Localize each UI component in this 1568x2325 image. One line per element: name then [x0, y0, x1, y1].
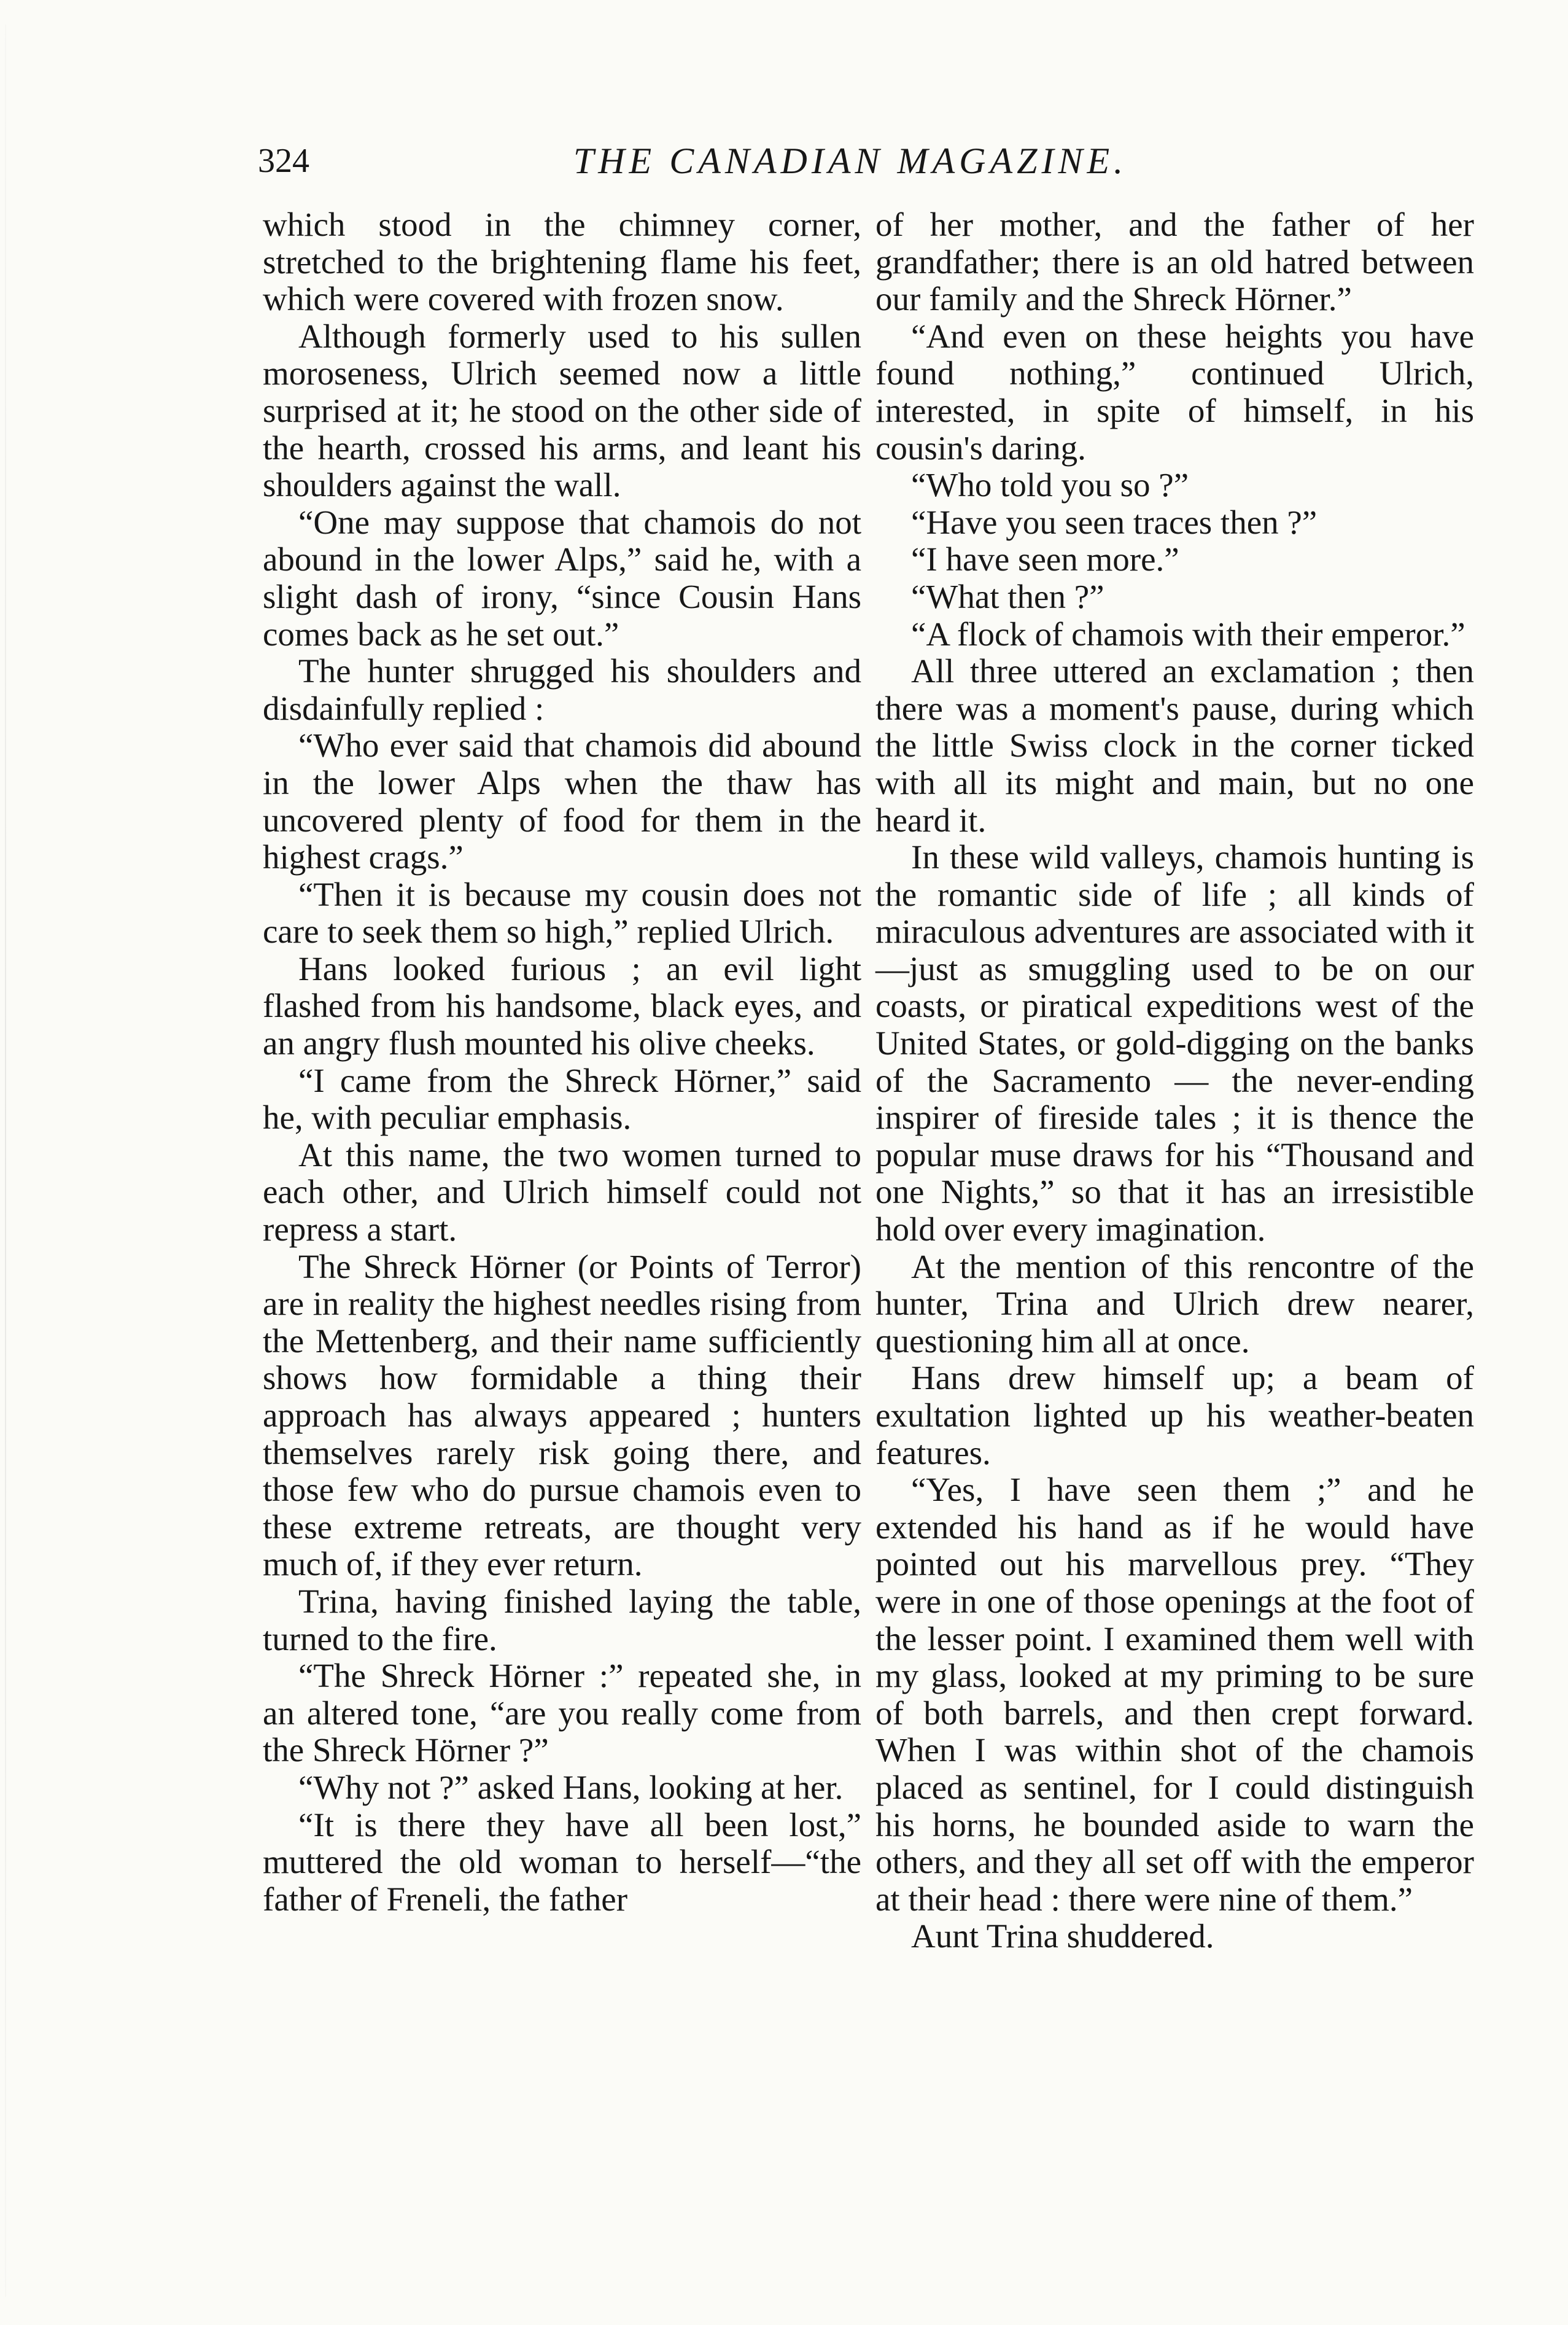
paragraph: All three uttered an exclamation ; then there was a moment's pause, during which the little Swiss clock in the corner ticked with all its might and main, but no one heard it.: [875, 652, 1474, 839]
paragraph: “Yes, I have seen them ;” and he extended his hand as if he would have pointed out his marvellous prey. “They were in one of those openings at the foot of the lesser point. I examined them well with my glass, looked at my priming to be sure of both barrels, and then crept forward. When I was within shot of the chamois placed as sentinel, for I could distinguish his horns, he bounded aside to warn the others, and they all set off with the emperor at their head : there were nine of them.”: [875, 1471, 1474, 1918]
paragraph: Although formerly used to his sullen moroseness, Ulrich seemed now a little surprised at it; he stood on the other side of the hearth, crossed his arms, and leant his shoulders against the wall.: [263, 317, 861, 504]
paragraph: The hunter shrugged his shoulders and disdainfully replied :: [263, 652, 861, 727]
paragraph: “What then ?”: [911, 577, 1104, 615]
paragraph: “The Shreck Hörner :” repeated she, in an altered tone, “are you really come from the Shreck Hörner ?”: [263, 1657, 861, 1769]
paragraph: “Have you seen traces then ?”: [911, 503, 1318, 541]
paragraph: At this name, the two women turned to each other, and Ulrich himself could not repress a start.: [263, 1135, 861, 1248]
paragraph: Aunt Trina shuddered.: [911, 1917, 1214, 1955]
page-number: 324: [258, 142, 309, 180]
paragraph: In these wild valleys, chamois hunting is the romantic side of life ; all kinds of miraculous adventures are associated with it—just as smuggling used to be on our coasts, or piratical expeditions west of the United States, or gold-digging on the banks of the Sacramento — the never-ending inspirer of fireside tales ; it is thence the popular muse draws for his “Thousand and one Nights,” so that it has an irresistible hold over every imagination.: [875, 838, 1474, 1248]
paragraph: “Who ever said that chamois did abound in the lower Alps when the thaw has uncovered plenty of food for them in the highest crags.”: [263, 726, 861, 876]
paragraph: of her mother, and the father of her grandfather; there is an old hatred between our family and the Shreck Hörner.”: [875, 206, 1474, 318]
left-column: [263, 206, 861, 1918]
paragraph: “I have seen more.”: [911, 540, 1179, 578]
paragraph: At the mention of this rencontre of the hunter, Trina and Ulrich drew nearer, questioning him all at once.: [875, 1247, 1474, 1360]
paragraph: which stood in the chimney corner, stretched to the brightening flame his feet, which were covered with frozen snow.: [263, 206, 861, 318]
paragraph: “Then it is because my cousin does not care to seek them so high,” replied Ulrich.: [263, 875, 861, 951]
page-header: [258, 136, 1443, 185]
paragraph: “It is there they have all been lost,” muttered the old woman to herself—“the father of Freneli, the father: [263, 1805, 861, 1918]
running-head: THE CANADIAN MAGAZINE.: [573, 141, 1128, 181]
paragraph: “And even on these heights you have found nothing,” continued Ulrich, interested, in spite of himself, in his cousin's daring.: [875, 317, 1474, 467]
right-column: [875, 206, 1474, 1955]
scan-edge-mark: [5, 25, 6, 2297]
paragraph: The Shreck Hörner (or Points of Terror) are in reality the highest needles rising from the Mettenberg, and their name sufficiently shows how formidable a thing their approach has always appeared ; hunters themselves rarely risk going there, and those few who do pursue chamois even to these extreme retreats, are thought very much of, if they ever return.: [263, 1247, 861, 1583]
paragraph: “Why not ?” asked Hans, looking at her.: [298, 1768, 844, 1806]
paragraph: Hans looked furious ; an evil light flashed from his handsome, black eyes, and an angry flush mounted his olive cheeks.: [263, 949, 861, 1062]
paragraph: “A flock of chamois with their emperor.”: [911, 615, 1465, 653]
paragraph: “One may suppose that chamois do not abound in the lower Alps,” said he, with a slight dash of irony, “since Cousin Hans comes back as he set out.”: [263, 503, 861, 653]
paragraph: “Who told you so ?”: [911, 466, 1189, 504]
paragraph: “I came from the Shreck Hörner,” said he, with peculiar emphasis.: [263, 1061, 861, 1137]
paragraph: Trina, having finished laying the table, turned to the fire.: [263, 1582, 861, 1657]
paragraph: Hans drew himself up; a beam of exultation lighted up his weather-beaten features.: [875, 1359, 1474, 1471]
